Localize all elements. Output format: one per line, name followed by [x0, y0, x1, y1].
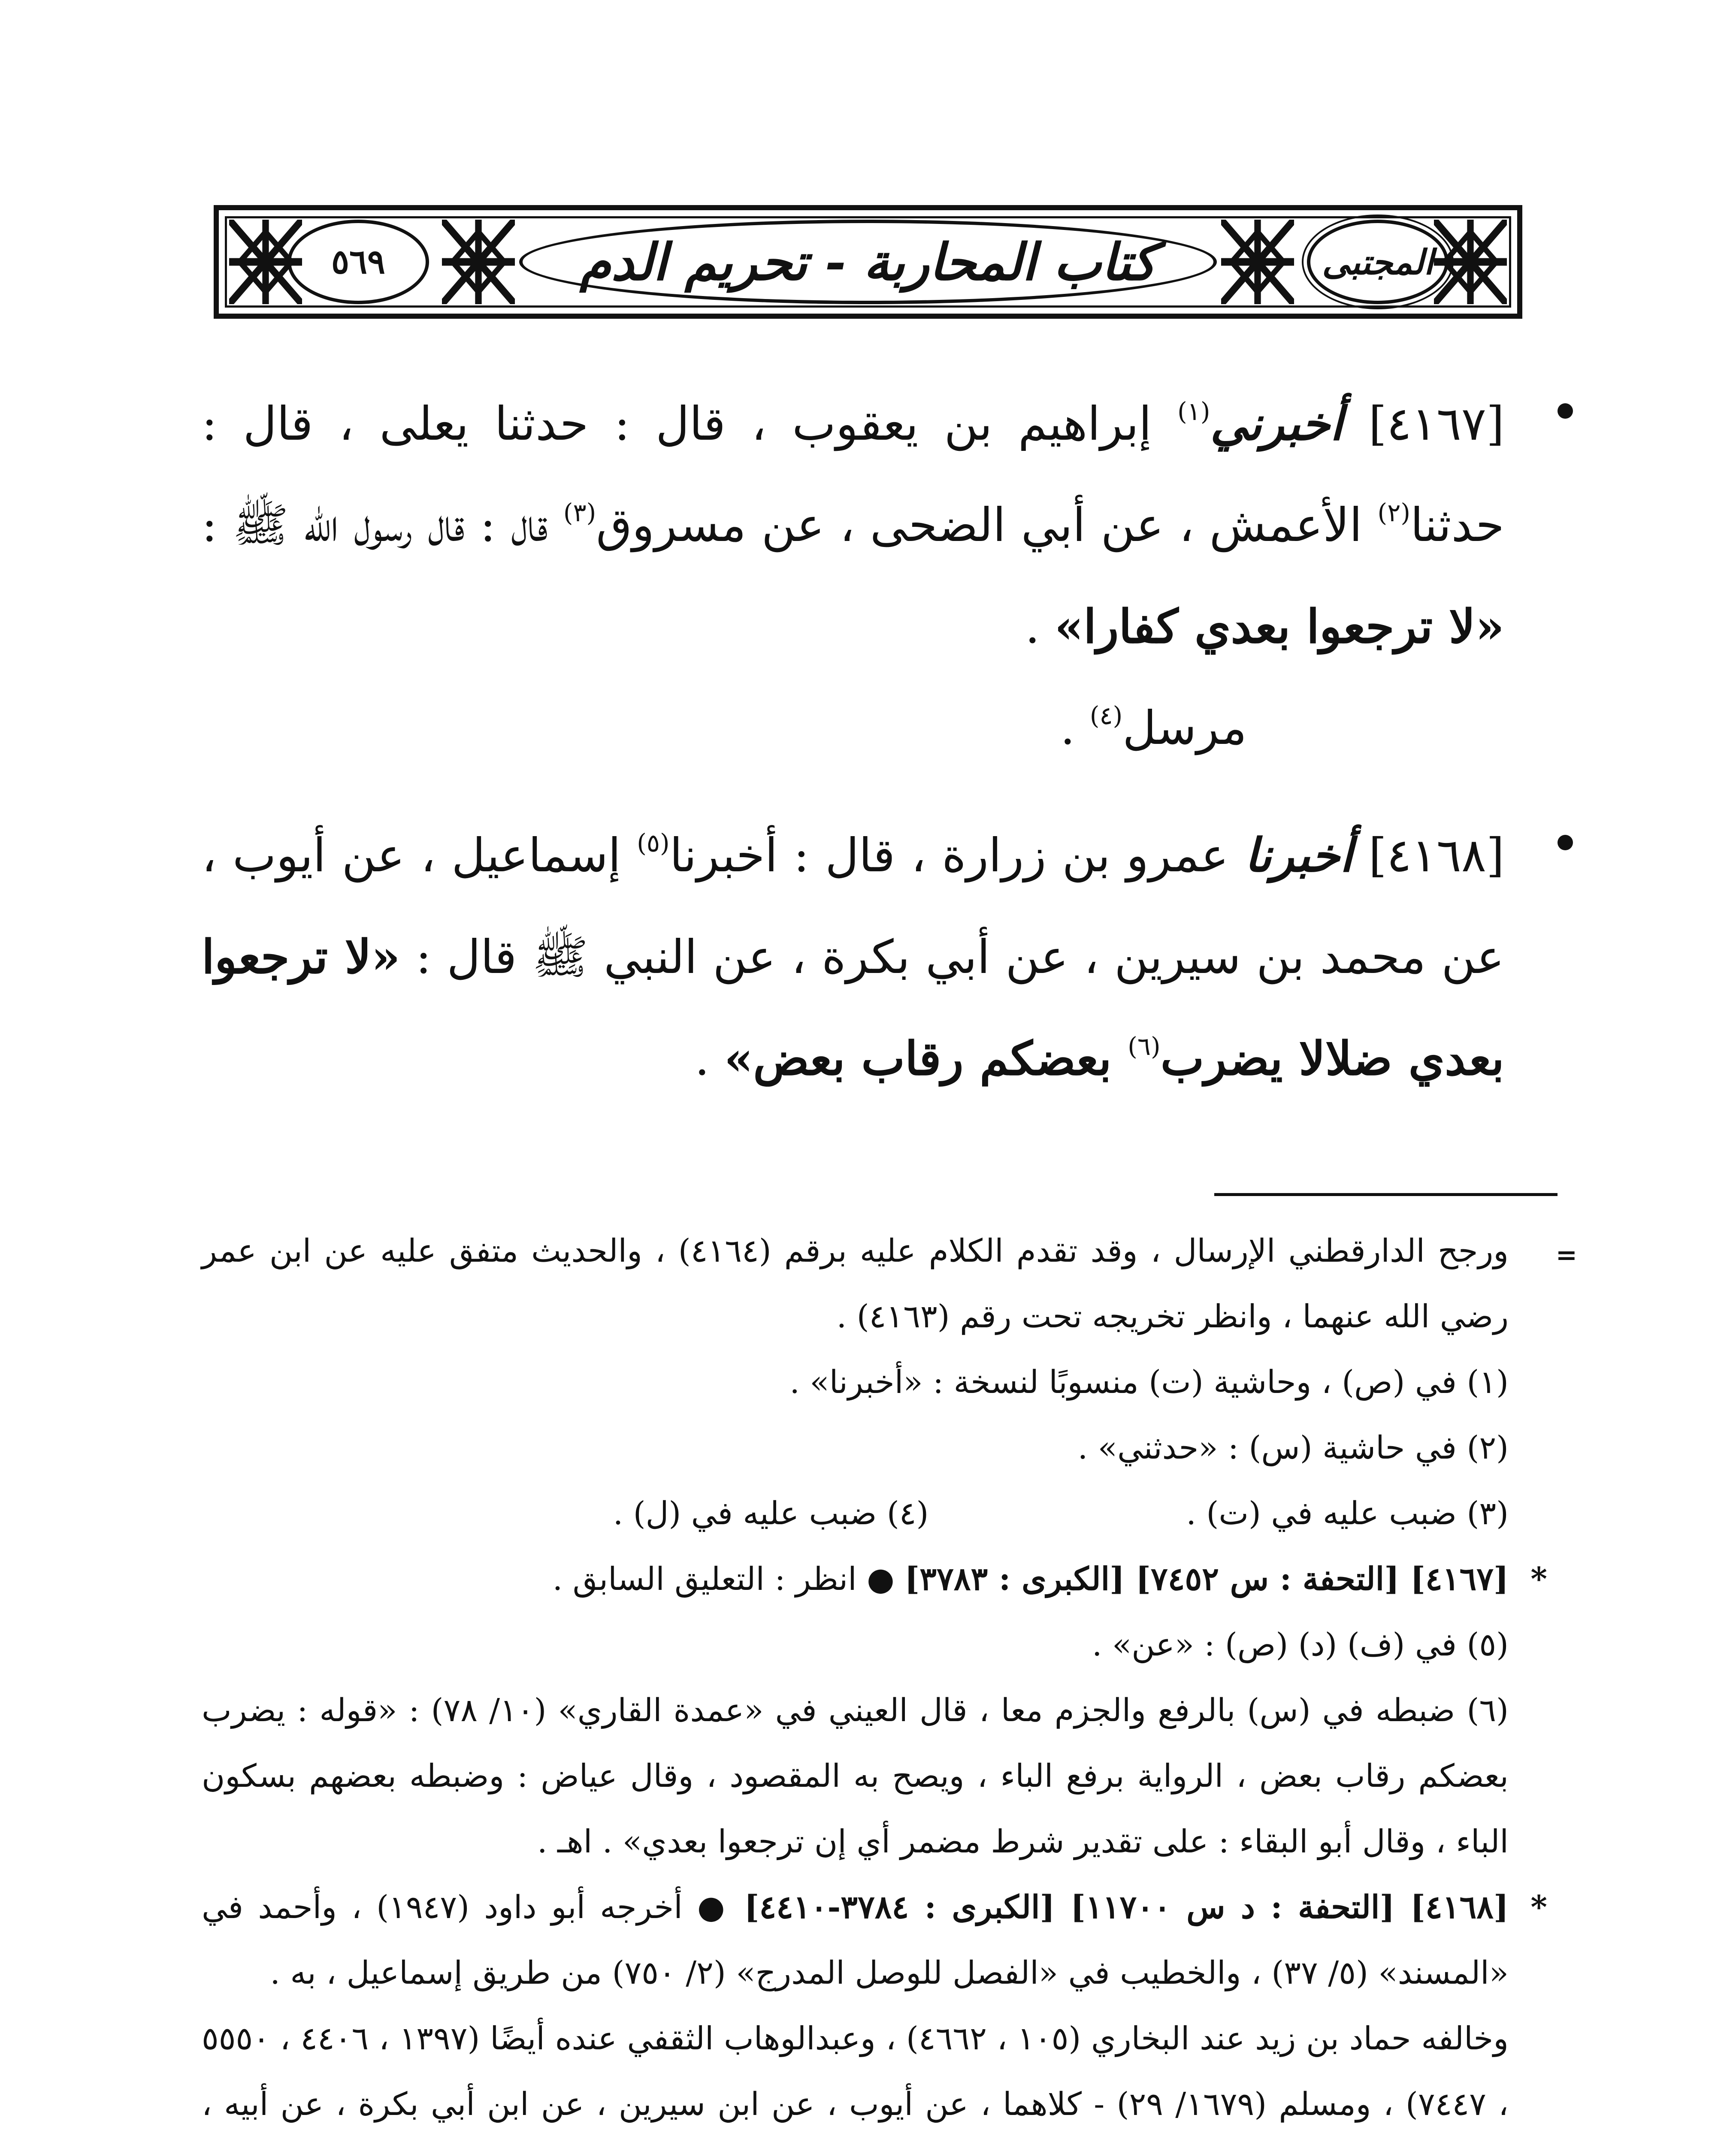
- footnotes: [202, 1218, 1577, 2145]
- continuation-mark: =: [1555, 1240, 1577, 1270]
- header-page-number-cell: [287, 220, 429, 304]
- ornament-knot-icon: [1221, 220, 1294, 304]
- footnote-continuation: = ورجح الدارقطني الإرسال ، وقد تقدم الكلام عليه برقم (٤١٦٤) ، والحديث متفق عليه عن ابن عمر رضي الله عنهما ، وانظر تخريجه تحت رقم (٤١٦٣) .: [202, 1218, 1547, 1350]
- footnote-ref: (٦): [1128, 1032, 1161, 1061]
- mursal-note: [202, 678, 1543, 779]
- hadith-text: قال : قال رسول الله ﷺ :: [202, 498, 563, 552]
- footnote-ref: (٥): [637, 828, 670, 858]
- footnote-ref: (١): [1177, 397, 1210, 426]
- bullet-icon: [1558, 835, 1573, 850]
- footnote-3: (٣) ضبب عليه في (ت) .: [1186, 1495, 1509, 1532]
- main-text: [202, 373, 1543, 1110]
- footnote-2: (٢) في حاشية (س) : «حدثني» .: [1077, 1429, 1509, 1466]
- hadith-text: الأعمش ، عن أبي الضحى ، عن مسروق: [596, 498, 1378, 552]
- mursal-text: مرسل: [1122, 701, 1247, 755]
- asterisk-icon: *: [1530, 1561, 1547, 1598]
- book-logo: المجتبى: [1322, 242, 1434, 282]
- hadith-number: [٤١٦٧]: [1368, 397, 1504, 451]
- chapter-title: كتاب المحاربة - تحريم الدم: [580, 232, 1156, 292]
- prophetic-saying: «لا ترجعوا بعدي كفارا»: [1054, 600, 1504, 654]
- footnote-separator: [1214, 1193, 1558, 1196]
- hadith-lead-word: أخبرنا: [1244, 828, 1353, 882]
- takhrij-4168-continued: وخالفه حماد بن زيد عند البخاري (١٠٥ ، ٤٦٦٢) ، وعبدالوهاب الثقفي عنده أيضًا (١٣٩٧ ، ٤٤٠٦ ، ٥٥٥٠ ، ٧٤٤٧) ، ومسلم (١٦٧٩/ ٢٩) - كلاهما ، عن أيوب ، عن ابن سيرين ، عن ابن أبي بكرة ، عن أبيه ،: [202, 2020, 1509, 2123]
- hadith-end: .: [695, 1032, 724, 1086]
- hadith-text: إبراهيم بن يعقوب ، قال : حدثنا يعلى ، قال : حدثنا: [202, 397, 1504, 552]
- hadith-text: إسماعيل ، عن أيوب ، عن محمد بن سيرين ، عن أبي بكرة ، عن النبي ﷺ قال :: [202, 829, 1504, 984]
- hadith-4167: [202, 373, 1543, 678]
- bullet-icon: [1558, 403, 1573, 419]
- takhrij-4168: * [٤١٦٨] [التحفة : د س ١١٧٠٠] [الكبرى : ٣٧٨٤-٤٤١٠] ● أخرجه أبو داود (١٩٤٧) ، وأحمد في «المسند» (٥/ ٣٧) ، والخطيب في «الفصل للوصل المدرج» (٢/ ٧٥٠) من طريق إسماعيل ، به .: [202, 1875, 1547, 2006]
- hadith-end: .: [1025, 600, 1055, 654]
- page-header: [214, 205, 1522, 319]
- takhrij-4167: * [٤١٦٧] [التحفة : س ٧٤٥٢] [الكبرى : ٣٧٨٣] ● انظر : التعليق السابق .: [202, 1547, 1547, 1612]
- hadith-text: عمرو بن زرارة ، قال : أخبرنا: [669, 829, 1245, 882]
- mursal-end: .: [1060, 701, 1090, 755]
- hadith-number: [٤١٦٨]: [1368, 829, 1505, 882]
- page-number: ٥٦٩: [331, 242, 385, 281]
- footnote-1: (١) في (ص) ، وحاشية (ت) منسوبًا لنسخة : «أخبرنا» .: [789, 1364, 1509, 1401]
- footnote-ref: (٢): [1377, 498, 1410, 527]
- hadith-lead-word: أخبرني: [1210, 397, 1343, 451]
- footnote-5: (٥) في (ف) (د) (ص) : «عن» .: [1092, 1626, 1509, 1663]
- footnotes-3-4: [202, 1481, 1547, 1547]
- asterisk-icon: *: [1530, 1889, 1547, 1926]
- footnote-ref: (٤): [1089, 701, 1123, 730]
- header-title-cell: [519, 220, 1217, 304]
- footnote-4: (٤) ضبب عليه في (ل) .: [613, 1495, 929, 1532]
- prophetic-saying: «لا ترجعوا بعدي ضلالا يضرب: [202, 930, 1504, 1086]
- hadith-4168: [202, 805, 1543, 1110]
- ornament-knot-icon: [442, 220, 515, 304]
- prophetic-saying: بعضكم رقاب بعض»: [724, 1032, 1128, 1086]
- header-logo-cell: [1307, 220, 1449, 304]
- footnote-ref: (٣): [563, 498, 596, 527]
- footnote-6: (٦) ضبطه في (س) بالرفع والجزم معا ، قال العيني في «عمدة القاري» (١٠/ ٧٨) : «قوله : يضرب بعضكم رقاب بعض ، الرواية برفع الباء ، ويصح به المقصود ، وقال عياض : وضبطه بعضهم بسكون الباء ، وقال أبو البقاء : على تقدير شرط مضمر أي إن ترجعوا بعدي» . اهـ .: [202, 1692, 1509, 1860]
